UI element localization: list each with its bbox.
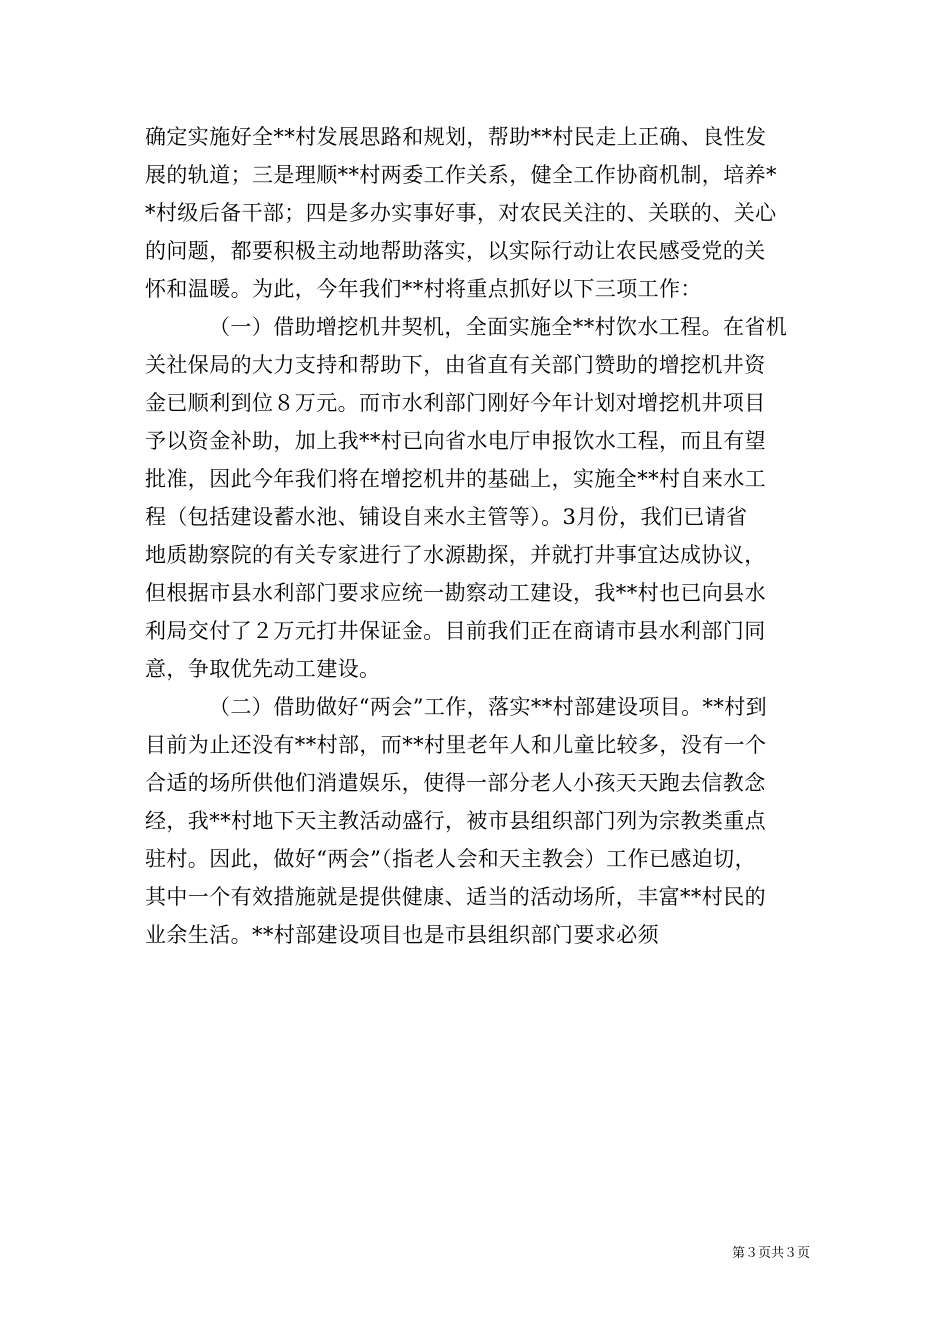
text-line: 其中一个有效措施就是提供健康、适当的活动场所，丰富**村民的 <box>145 885 766 909</box>
paragraph-first-line: （一）借助增挖机井契机，全面实施全**村饮水工程。在省机 <box>209 315 788 339</box>
text-line: 予以资金补助，加上我**村已向省水电厅申报饮水工程，而且有望 <box>145 429 766 453</box>
text-line: 的问题，都要积极主动地帮助落实，以实际行动让农民感受党的关 <box>145 239 766 263</box>
text-line: 意，争取优先动工建设。 <box>145 657 381 681</box>
text-line: 程（包括建设蓄水池、铺设自来水主管等）。3月份，我们已请省 <box>145 505 748 529</box>
text-line: 地质勘察院的有关专家进行了水源勘探，并就打井事宜达成协议， <box>145 543 766 567</box>
text-line: 确定实施好全**村发展思路和规划，帮助**村民走上正确、良性发 <box>145 125 767 149</box>
text-line: 合适的场所供他们消遣娱乐，使得一部分老人小孩天天跑去信教念 <box>145 771 766 795</box>
text-line: 驻村。因此，做好“两会”（指老人会和天主教会）工作已感迫切， <box>145 847 756 871</box>
page-number-footer: 第３页共３页 <box>731 1246 810 1261</box>
text-line: 金已顺利到位８万元。而市水利部门刚好今年计划对增挖机井项目 <box>145 391 766 415</box>
text-line: 利局交付了２万元打井保证金。目前我们正在商请市县水利部门同 <box>145 619 766 643</box>
text-line: 但根据市县水利部门要求应统一勘察动工建设，我**村也已向县水 <box>145 581 766 605</box>
text-line: 批准，因此今年我们将在增挖机井的基础上，实施全**村自来水工 <box>145 467 766 491</box>
text-line: *村级后备干部；四是多办实事好事，对农民关注的、关联的、关心 <box>145 201 777 225</box>
document-body <box>145 118 817 954</box>
text-line: 目前为止还没有**村部，而**村里老年人和儿童比较多，没有一个 <box>145 733 767 757</box>
text-line: 怀和温暖。为此，今年我们**村将重点抓好以下三项工作： <box>145 277 702 301</box>
text-line: 展的轨道；三是理顺**村两委工作关系，健全工作协商机制，培养* <box>145 163 777 187</box>
text-line: 经，我**村地下天主教活动盛行，被市县组织部门列为宗教类重点 <box>145 809 766 833</box>
paragraph-first-line: （二）借助做好“两会”工作，落实**村部建设项目。**村到 <box>209 695 768 719</box>
text-line: 关社保局的大力支持和帮助下，由省直有关部门赞助的增挖机井资 <box>145 353 766 377</box>
text-line: 业余生活。**村部建设项目也是市县组织部门要求必须 <box>145 923 659 947</box>
